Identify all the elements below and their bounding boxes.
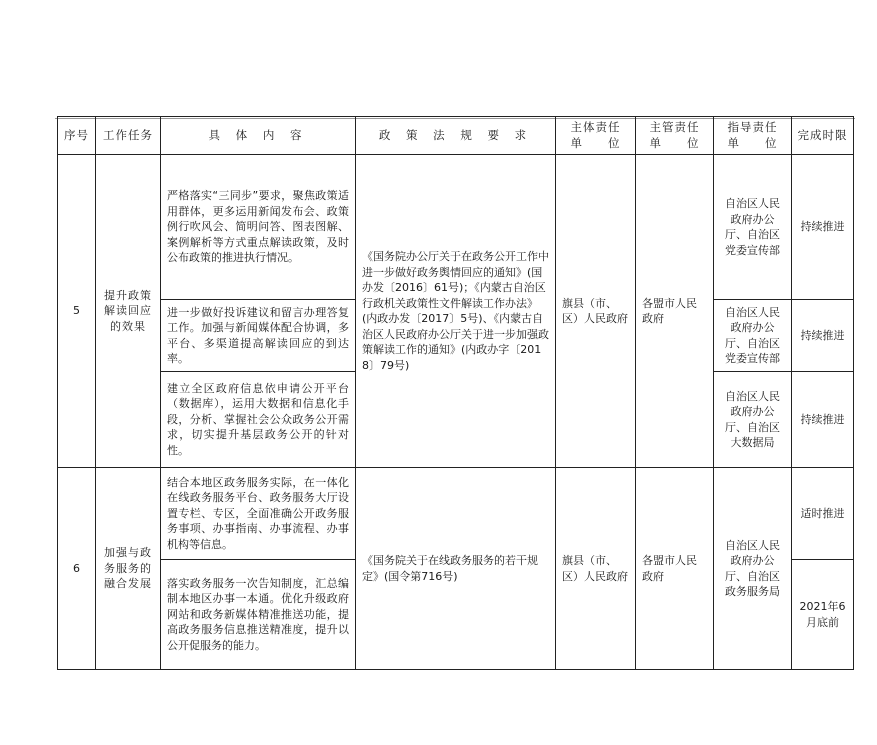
row5-supervisor-unit: 各盟市人民政府 bbox=[636, 155, 714, 468]
row6-policy: 《国务院关于在线政务服务的若干规定》(国令第716号) bbox=[356, 468, 556, 670]
header-main-unit-line1: 主体责任 bbox=[570, 120, 621, 134]
header-guide-unit bbox=[714, 117, 792, 155]
row5-item3-deadline: 持续推进 bbox=[792, 372, 854, 468]
row5-seq: 5 bbox=[58, 155, 96, 468]
row6-task: 加强与政务服务的融合发展 bbox=[96, 468, 161, 670]
header-supervisor-unit bbox=[636, 117, 714, 155]
header-task: 工作任务 bbox=[96, 117, 161, 155]
header-supervisor-unit-line2: 单 位 bbox=[649, 135, 700, 150]
row6-seq: 6 bbox=[58, 468, 96, 670]
row6-supervisor-unit: 各盟市人民政府 bbox=[636, 468, 714, 670]
row5-item3-guide-unit: 自治区人民政府办公厅、自治区大数据局 bbox=[714, 372, 792, 468]
row5-task: 提升政策解读回应的效果 bbox=[96, 155, 161, 468]
row5-main-unit: 旗县（市、区）人民政府 bbox=[556, 155, 636, 468]
header-guide-unit-line2: 单 位 bbox=[727, 135, 778, 150]
row5-item1-deadline: 持续推进 bbox=[792, 155, 854, 300]
header-supervisor-unit-line1: 主管责任 bbox=[649, 120, 700, 134]
policy-task-table bbox=[57, 116, 854, 670]
row6-item2-content: 落实政务服务一次告知制度，汇总编制本地区办事一本通。优化升级政府网站和政务新媒体精准推送功能，提高政务服务信息推送精准度，提升以公开促服务的能力。 bbox=[161, 560, 356, 670]
row6-item2-deadline: 2021年6月底前 bbox=[792, 560, 854, 670]
row6-item1-content: 结合本地区政务服务实际，在一体化在线政务服务平台、政务服务大厅设置专栏、专区，全面准确公开政务服务事项、办事指南、办事流程、办事机构等信息。 bbox=[161, 468, 356, 560]
row5-item2-content: 进一步做好投诉建议和留言办理答复工作。加强与新闻媒体配合协调，多平台、多渠道提高解读回应的到达率。 bbox=[161, 300, 356, 372]
row5-item1-content: 严格落实“三同步”要求，聚焦政策适用群体，更多运用新闻发布会、政策例行吹风会、简明问答、图表图解、案例解析等方式重点解读政策，及时公布政策的推进执行情况。 bbox=[161, 155, 356, 300]
header-main-unit bbox=[556, 117, 636, 155]
table-row bbox=[58, 468, 854, 560]
row6-guide-unit: 自治区人民政府办公厅、自治区政务服务局 bbox=[714, 468, 792, 670]
row6-item1-deadline: 适时推进 bbox=[792, 468, 854, 560]
header-policy: 政 策 法 规 要 求 bbox=[356, 117, 556, 155]
header-content: 具 体 内 容 bbox=[161, 117, 356, 155]
header-main-unit-line2: 单 位 bbox=[570, 135, 621, 150]
header-seq: 序号 bbox=[58, 117, 96, 155]
table-row bbox=[58, 155, 854, 300]
row5-item2-deadline: 持续推进 bbox=[792, 300, 854, 372]
table-header-row bbox=[58, 117, 854, 155]
header-guide-unit-line1: 指导责任 bbox=[727, 120, 778, 134]
row5-item1-guide-unit: 自治区人民政府办公厅、自治区党委宣传部 bbox=[714, 155, 792, 300]
row5-item3-content: 建立全区政府信息依申请公开平台（数据库），运用大数据和信息化手段，分析、掌握社会公众政务公开需求，切实提升基层政务公开的针对性。 bbox=[161, 372, 356, 468]
row5-item2-guide-unit: 自治区人民政府办公厅、自治区党委宣传部 bbox=[714, 300, 792, 372]
row5-policy: 《国务院办公厅关于在政务公开工作中进一步做好政务舆情回应的通知》(国办发〔2016〕61号)；《内蒙古自治区行政机关政策性文件解读工作办法》(内政办发〔2017〕5号)、《内蒙古自治区人民政府办公厅关于进一步加强政策解读工作的通知》(内政办字〔2018〕79号) bbox=[356, 155, 556, 468]
row6-main-unit: 旗县（市、区）人民政府 bbox=[556, 468, 636, 670]
header-deadline: 完成时限 bbox=[792, 117, 854, 155]
